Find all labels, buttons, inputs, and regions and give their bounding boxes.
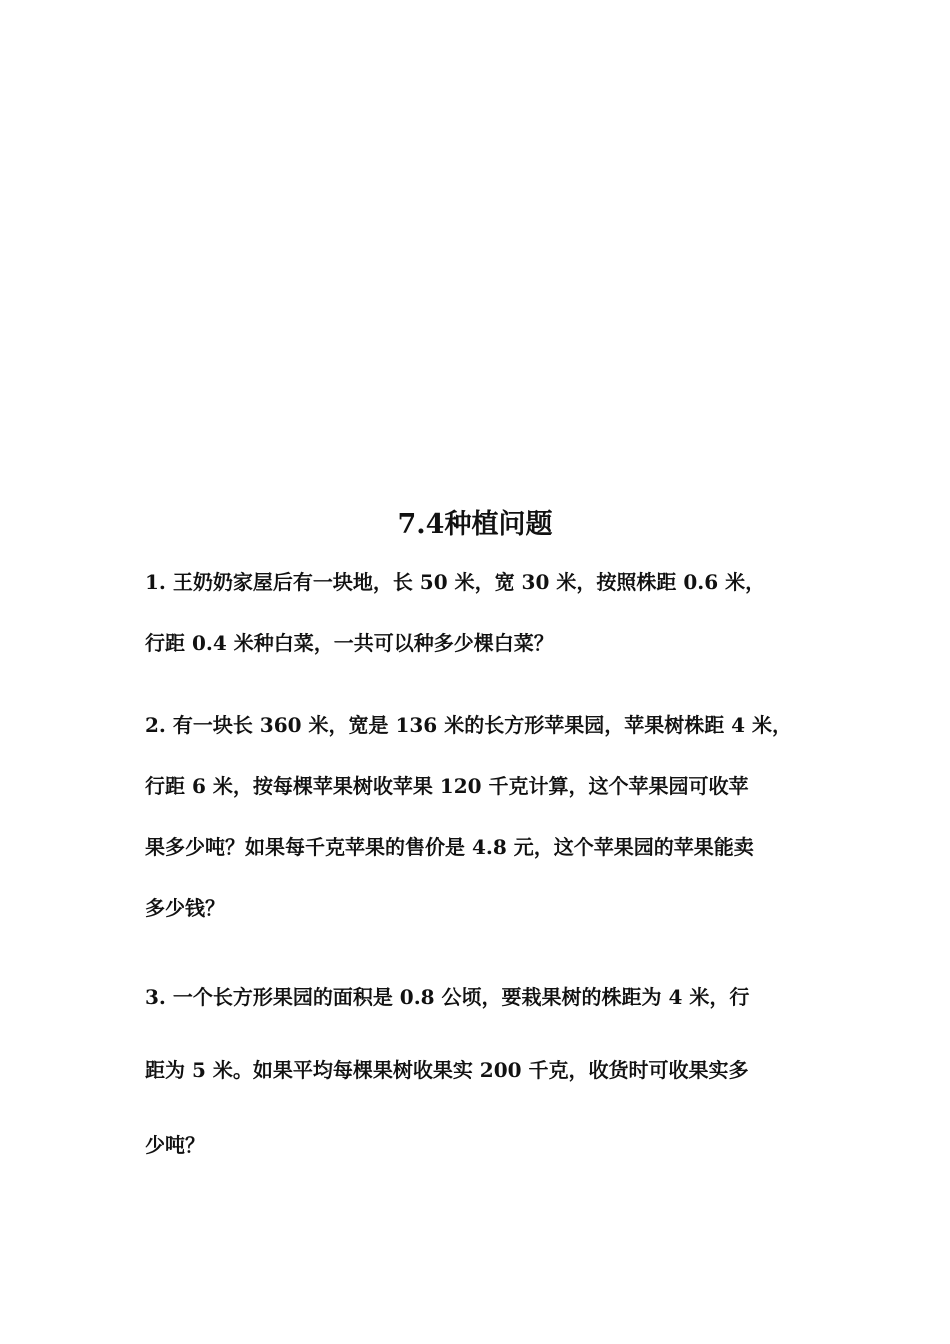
problem-2-line-1: 2. 有一块长 360 米，宽是 136 米的长方形苹果园，苹果树株距 4 米， — [145, 713, 793, 737]
problem-3-line-3: 少吨？ — [145, 1133, 205, 1157]
page-title: 7.4种植问题 — [397, 509, 553, 540]
problem-3-line-2: 距为 5 米。如果平均每棵果树收果实 200 千克，收货时可收果实多 — [145, 1058, 749, 1082]
problem-2-line-3: 果多少吨？如果每千克苹果的售价是 4.8 元，这个苹果园的苹果能卖 — [145, 835, 754, 859]
problem-2-line-4: 多少钱？ — [145, 896, 225, 920]
problem-1-line-1: 1. 王奶奶家屋后有一块地，长 50 米，宽 30 米，按照株距 0.6 米， — [145, 570, 766, 594]
problem-2-line-2: 行距 6 米，按每棵苹果树收苹果 120 千克计算，这个苹果园可收苹 — [145, 774, 749, 798]
problem-3-line-1: 3. 一个长方形果园的面积是 0.8 公顷，要栽果树的株距为 4 米，行 — [145, 985, 750, 1009]
problem-1-line-2: 行距 0.4 米种白菜，一共可以种多少棵白菜？ — [145, 631, 554, 655]
